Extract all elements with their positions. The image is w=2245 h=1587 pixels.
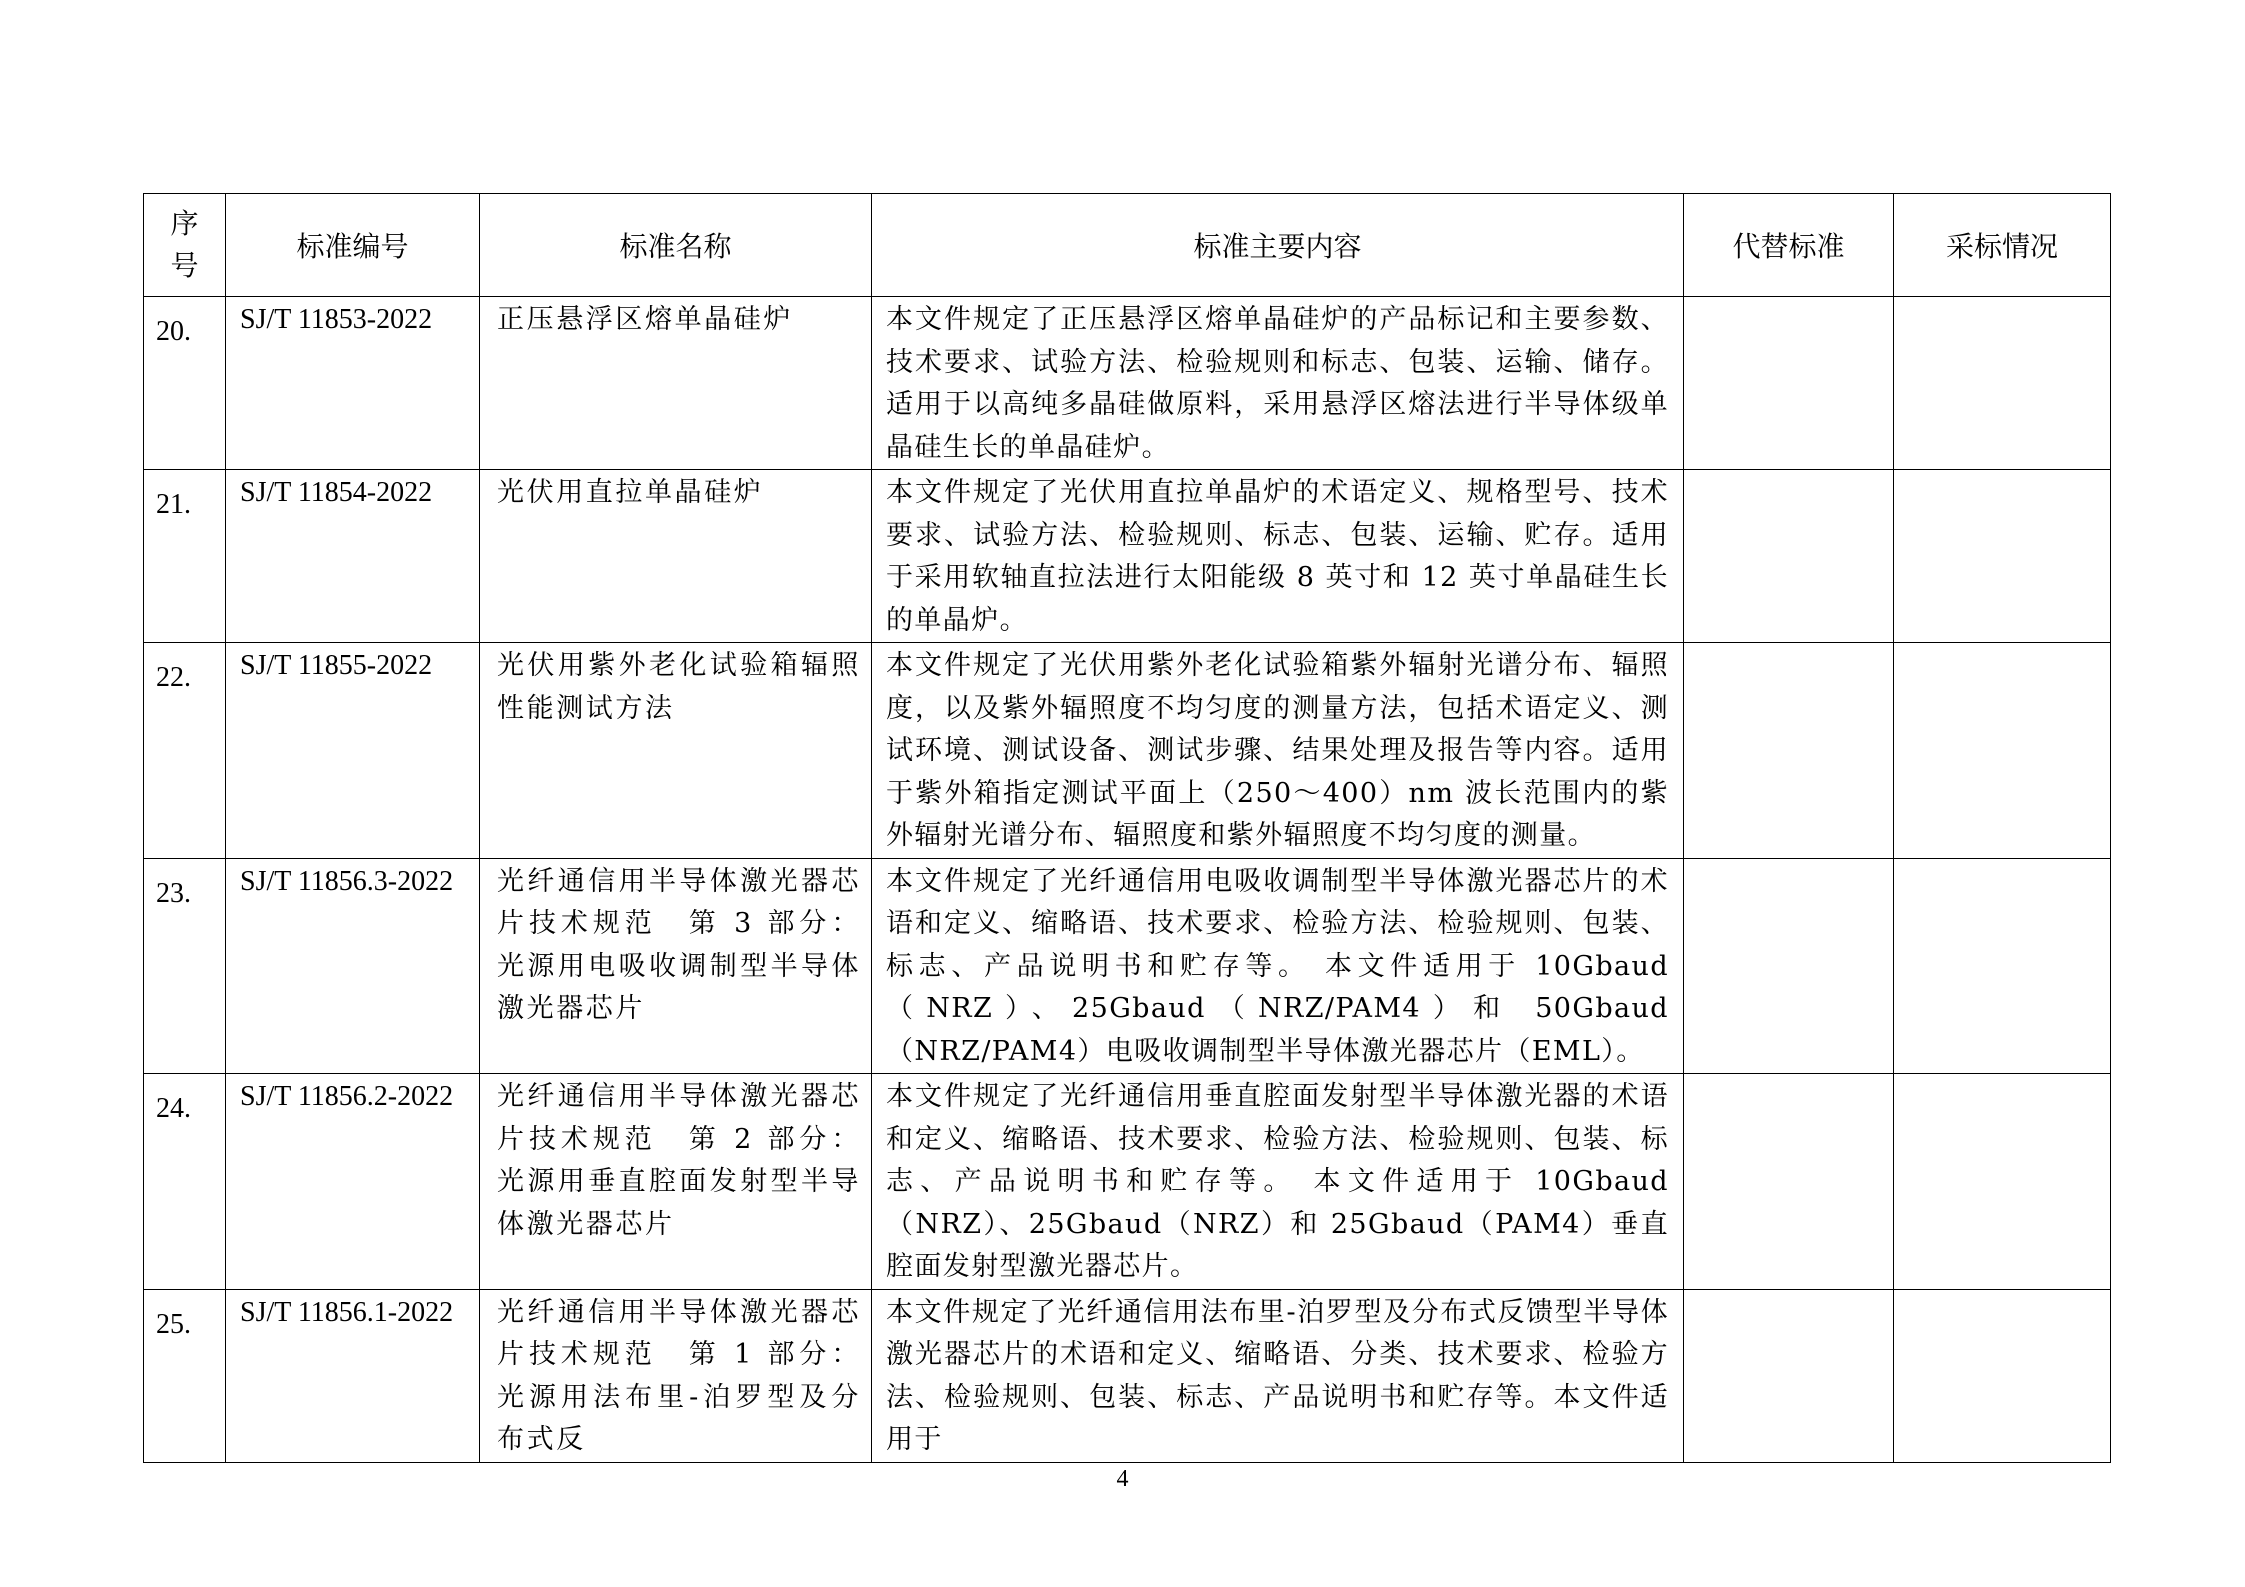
table-row	[144, 858, 2111, 1074]
standards-table	[143, 193, 2111, 1463]
cell-seq: 25.	[144, 1289, 226, 1462]
header-content: 标准主要内容	[872, 194, 1684, 297]
cell-content: 本文件规定了光纤通信用法布里-泊罗型及分布式反馈型半导体激光器芯片的术语和定义、缩略语、分类、技术要求、检验方法、检验规则、包装、标志、产品说明书和贮存等。本文件适用于	[872, 1289, 1684, 1462]
cell-adoption	[1894, 643, 2111, 859]
cell-code: SJ/T 11853-2022	[226, 297, 480, 470]
cell-adoption	[1894, 858, 2111, 1074]
cell-replaces	[1684, 1289, 1894, 1462]
cell-code: SJ/T 11855-2022	[226, 643, 480, 859]
table-row	[144, 470, 2111, 643]
cell-content: 本文件规定了光纤通信用垂直腔面发射型半导体激光器的术语和定义、缩略语、技术要求、检验方法、检验规则、包装、标志、产品说明书和贮存等。 本文件适用于 10Gbaud（NRZ）、25Gbaud（NRZ）和 25Gbaud（PAM4）垂直腔面发射型激光器芯片。	[872, 1074, 1684, 1290]
cell-code: SJ/T 11856.3-2022	[226, 858, 480, 1074]
cell-name: 光纤通信用半导体激光器芯片技术规范 第 2 部分：光源用垂直腔面发射型半导体激光器芯片	[480, 1074, 872, 1290]
cell-replaces	[1684, 858, 1894, 1074]
cell-content: 本文件规定了光伏用紫外老化试验箱紫外辐射光谱分布、辐照度，以及紫外辐照度不均匀度的测量方法，包括术语定义、测试环境、测试设备、测试步骤、结果处理及报告等内容。适用于紫外箱指定测试平面上（250～400）nm 波长范围内的紫外辐射光谱分布、辐照度和紫外辐照度不均匀度的测量。	[872, 643, 1684, 859]
cell-code: SJ/T 11854-2022	[226, 470, 480, 643]
cell-adoption	[1894, 470, 2111, 643]
cell-adoption	[1894, 1289, 2111, 1462]
cell-seq: 23.	[144, 858, 226, 1074]
page-number: 4	[1116, 1466, 1129, 1492]
table-row	[144, 643, 2111, 859]
cell-content: 本文件规定了光伏用直拉单晶炉的术语定义、规格型号、技术要求、试验方法、检验规则、标志、包装、运输、贮存。适用于采用软轴直拉法进行太阳能级 8 英寸和 12 英寸单晶硅生长的单晶炉。	[872, 470, 1684, 643]
header-replaces: 代替标准	[1684, 194, 1894, 297]
cell-name: 光纤通信用半导体激光器芯片技术规范 第 3 部分：光源用电吸收调制型半导体激光器芯片	[480, 858, 872, 1074]
cell-name: 光纤通信用半导体激光器芯片技术规范 第 1 部分：光源用法布里-泊罗型及分布式反	[480, 1289, 872, 1462]
table-header-row	[144, 194, 2111, 297]
header-adoption: 采标情况	[1894, 194, 2111, 297]
cell-adoption	[1894, 1074, 2111, 1290]
table-row	[144, 1074, 2111, 1290]
cell-adoption	[1894, 297, 2111, 470]
cell-seq: 24.	[144, 1074, 226, 1290]
cell-code: SJ/T 11856.1-2022	[226, 1289, 480, 1462]
cell-replaces	[1684, 470, 1894, 643]
header-code: 标准编号	[226, 194, 480, 297]
cell-name: 正压悬浮区熔单晶硅炉	[480, 297, 872, 470]
cell-name: 光伏用紫外老化试验箱辐照性能测试方法	[480, 643, 872, 859]
cell-replaces	[1684, 297, 1894, 470]
cell-seq: 21.	[144, 470, 226, 643]
cell-replaces	[1684, 643, 1894, 859]
header-name: 标准名称	[480, 194, 872, 297]
cell-content: 本文件规定了光纤通信用电吸收调制型半导体激光器芯片的术语和定义、缩略语、技术要求、检验方法、检验规则、包装、标志、产品说明书和贮存等。 本文件适用于 10Gbaud（NRZ）、25Gbaud（NRZ/PAM4）和 50Gbaud（NRZ/PAM4）电吸收调制型半导体激光器芯片（EML）。	[872, 858, 1684, 1074]
cell-code: SJ/T 11856.2-2022	[226, 1074, 480, 1290]
cell-seq: 20.	[144, 297, 226, 470]
cell-name: 光伏用直拉单晶硅炉	[480, 470, 872, 643]
table-row	[144, 1289, 2111, 1462]
table-row	[144, 297, 2111, 470]
header-seq: 序 号	[144, 194, 226, 297]
cell-content: 本文件规定了正压悬浮区熔单晶硅炉的产品标记和主要参数、技术要求、试验方法、检验规则和标志、包装、运输、储存。适用于以高纯多晶硅做原料，采用悬浮区熔法进行半导体级单晶硅生长的单晶硅炉。	[872, 297, 1684, 470]
cell-seq: 22.	[144, 643, 226, 859]
cell-replaces	[1684, 1074, 1894, 1290]
